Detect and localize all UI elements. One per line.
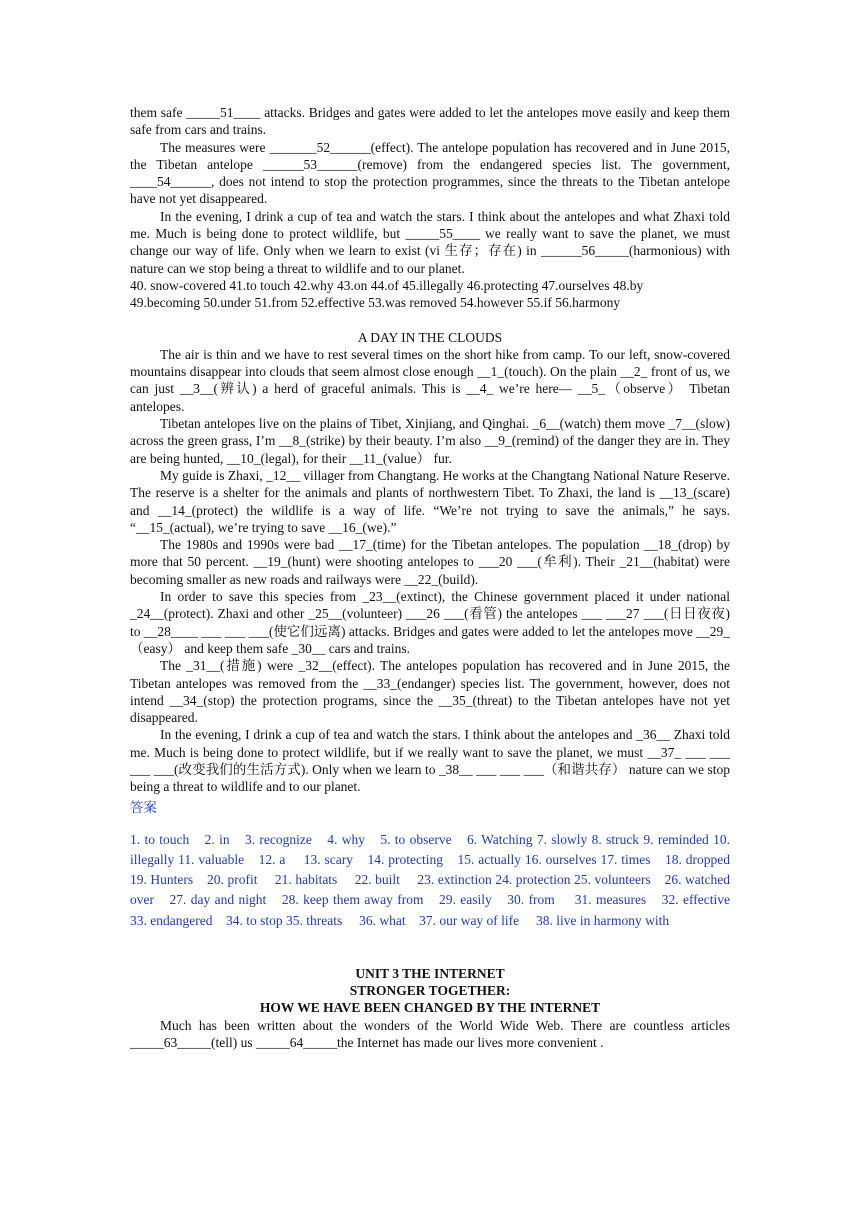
paragraph: In the evening, I drink a cup of tea and watch the stars. I think about the antelopes and _36__ Zhaxi told me. Much is being done to protect wildlife, but if we really want to save the planet, we must __37_ ___ ___ ___ ___(改变我们的生活方式). Only when we learn to _38__ ___ ___ ___（和谐共存） nature can we stop being a threat to wildlife and to our planet. [130, 727, 730, 795]
paragraph: In the evening, I drink a cup of tea and watch the stars. I think about the antelopes and what Zhaxi told me. Much is being done to protect wildlife, but _____55____ we really want to save the planet, we must change our way of life. Only when we learn to exist (vi 生存；存在) in ______56_____(harmonious) with nature can we stop being a threat to wildlife and to our planet. [130, 208, 730, 276]
paragraph: In order to save this species from _23__(extinct), the Chinese government placed it under national _24__(protect). Zhaxi and other _25__(volunteer) ___26 ___(看管) the antelopes ___ ___27 ___(日日夜夜) to __28____ ___ ___ ___(使它们远离) attacks. Bridges and gates were added to let the antelopes move __29_（easy） and keep them safe _30__ cars and trains. [130, 589, 730, 656]
paragraph: Much has been written about the wonders of the World Wide Web. There are countless articles _____63_____(tell) us _____64_____the Internet has made our lives more convenient . [130, 1017, 730, 1051]
paragraph: Tibetan antelopes live on the plains of Tibet, Xinjiang, and Qinghai. _6__(watch) them move _7__(slow) across the green grass, I’m __8_(strike) by their beauty. I’m also __9_(remind) of the danger they are in. They are being hunted, __10_(legal), for their __11_(value） fur. [130, 416, 730, 466]
paragraph: The measures were _______52______(effect). The antelope population has recovered and in June 2015, the Tibetan antelope ______53______(remove) from the endangered species list. The government, ____54______, does not intend to stop the protection programmes, since the threats to the Tibetan antelope have not yet disappeared. [130, 139, 730, 207]
answer-key-line: 49.becoming 50.under 51.from 52.effective 53.was removed 54.however 55.if 56.harmony [130, 295, 621, 311]
paragraph: The _31__(措施) were _32__(effect). The antelopes population has recovered and in June 2015, the Tibetan antelopes was removed from the __33_(endanger) species list. The government, however, does not intend __34_(stop) the protection programs, since the __35_(threat) to the Tibetan antelopes have not yet disappeared. [130, 658, 730, 726]
paragraph: My guide is Zhaxi, _12__ villager from Changtang. He works at the Changtang National Nature Reserve. The reserve is a shelter for the animals and plants of northwestern Tibet. To Zhaxi, the land is __13_(scare) and __14_(protect) the wildlife is a way of life. “We’re not trying to save the animals,” he says. “__15_(actual), we’re trying to save __16_(we).” [130, 467, 730, 535]
unit-heading: UNIT 3 THE INTERNET [355, 965, 505, 981]
answer-key-line: 40. snow-covered 41.to touch 42.why 43.on 44.of 45.illegally 46.protecting 47.ourselves 48.by [130, 277, 644, 293]
answer-list: 1. to touch 2. in 3. recognize 4. why 5. to observe 6. Watching 7. slowly 8. struck 9. reminded 10. illegally 11. valuable 12. a 13. scary 14. protecting 15. actually 16. ourselves 17. times 18. dropped 19. Hunters 20. profit 21. habitats 22. built 23. extinction 24. protection 25. volunteers 26. watched over 27. day and night 28. keep them away from 29. easily 30. from 31. measures 32. effective 33. endangered 34. to stop 35. threats 36. what 37. our way of life 38. live in harmony with [130, 831, 747, 928]
paragraph: them safe _____51____ attacks. Bridges and gates were added to let the antelopes move easily and keep them safe from cars and trains. [130, 105, 730, 138]
paragraph: The 1980s and 1990s were bad __17_(time) for the Tibetan antelopes. The population __18_(drop) by more that 50 percent. __19_(hunt) were shooting antelopes to ___20 ___(牟利). Their _21__(habitat) were becoming smaller as new roads and railways were __22_(build). [130, 537, 730, 587]
document-page [130, 104, 747, 1051]
answer-label: 答案 [130, 799, 157, 815]
section-heading: STRONGER TOGETHER: [349, 983, 511, 999]
paragraph: The air is thin and we have to rest several times on the short hike from camp. To our left, snow-covered mountains disappear into clouds that seem almost close enough __1_(touch). On the plain __2_ front of us, we can just __3__(辨认) a herd of graceful animals. This is __4_ we’re here— __5_（observe） Tibetan antelopes. [130, 346, 730, 414]
article-title: HOW WE HAVE BEEN CHANGED BY THE INTERNET [259, 1000, 601, 1016]
passage-title: A DAY IN THE CLOUDS [357, 329, 503, 345]
